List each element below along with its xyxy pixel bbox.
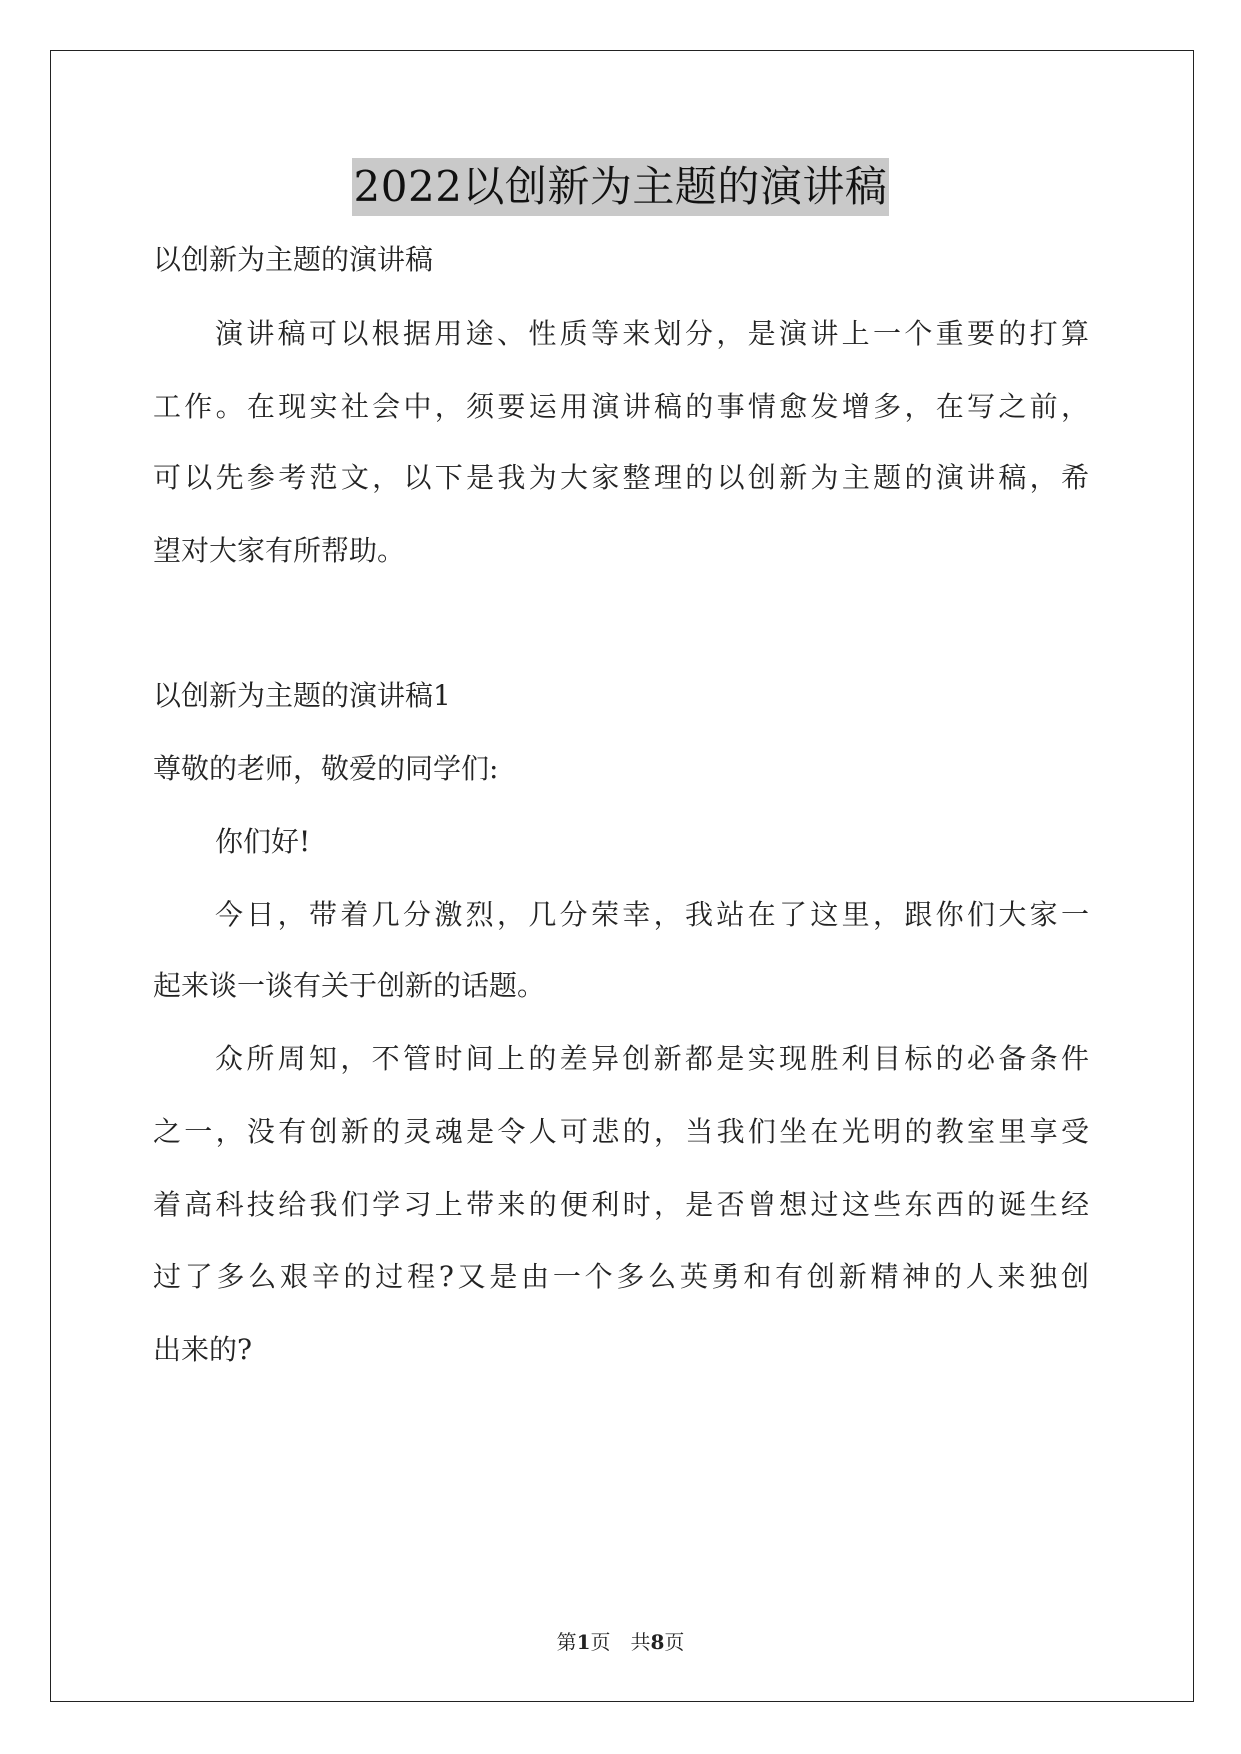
paragraph-line: 工作。在现实社会中，须要运用演讲稿的事情愈发增多，在写之前，: [153, 390, 1089, 423]
footer-page-number: 1: [576, 1630, 591, 1654]
footer-total-pages: 8: [650, 1630, 665, 1654]
paragraph-line: 今日，带着几分激烈，几分荣幸，我站在了这里，跟你们大家一: [215, 898, 1089, 931]
page-footer: [0, 1628, 1241, 1656]
paragraph-line: 起来谈一谈有关于创新的话题。: [153, 969, 546, 1002]
paragraph-line: 过了多么艰辛的过程?又是由一个多么英勇和有创新精神的人来独创: [153, 1260, 1089, 1293]
paragraph-line: 望对大家有所帮助。: [153, 534, 406, 567]
section-heading: 以创新为主题的演讲稿1: [153, 679, 451, 712]
paragraph-line: 众所周知，不管时间上的差异创新都是实现胜利目标的必备条件: [215, 1042, 1089, 1075]
salutation-line: 尊敬的老师，敬爱的同学们:: [153, 752, 499, 785]
paragraph-line: 之一，没有创新的灵魂是令人可悲的，当我们坐在光明的教室里享受: [153, 1115, 1089, 1148]
paragraph-line: 着高科技给我们学习上带来的便利时，是否曾想过这些东西的诞生经: [153, 1188, 1089, 1221]
footer-middle: 页 共: [590, 1630, 651, 1654]
paragraph-line: 可以先参考范文，以下是我为大家整理的以创新为主题的演讲稿，希: [153, 461, 1089, 494]
paragraph-line: 出来的?: [153, 1333, 253, 1366]
greeting-line: 你们好!: [215, 825, 311, 858]
footer-suffix: 页: [664, 1630, 685, 1654]
subtitle-line: 以创新为主题的演讲稿: [153, 243, 434, 276]
paragraph-line: 演讲稿可以根据用途、性质等来划分，是演讲上一个重要的打算: [215, 317, 1089, 350]
page-border: [50, 50, 1194, 1702]
title-container: [0, 158, 1241, 216]
document-title: 2022以创新为主题的演讲稿: [352, 158, 890, 216]
footer-prefix: 第: [556, 1630, 577, 1654]
